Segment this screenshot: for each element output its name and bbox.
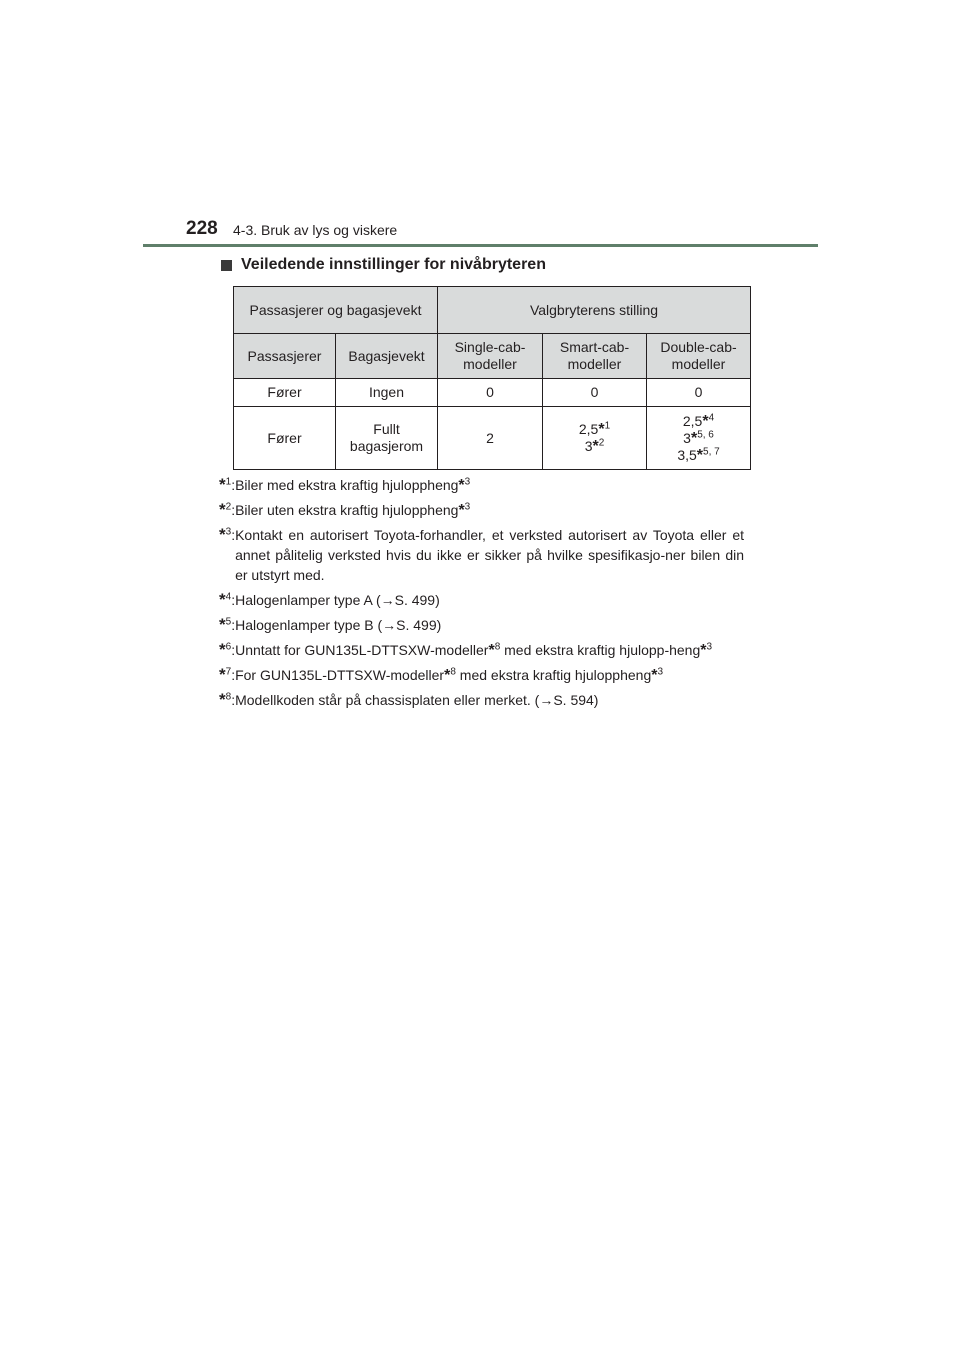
footnote-5: *$^5$: Halogenlamper type B (→S. 499) — [219, 615, 442, 634]
level-switch-table — [233, 286, 751, 470]
header-double-cab: Double-cab-modeller — [647, 334, 751, 379]
header-smart-cab: Smart-cab-modeller — [543, 334, 647, 379]
cell-passengers: Fører — [234, 379, 336, 407]
value-line: 3*$^2$ — [584, 437, 605, 455]
table-row — [234, 379, 751, 407]
header-switch-position: Valgbryterens stilling — [438, 287, 751, 334]
section-title: Veiledende innstillinger for nivåbryteren — [241, 256, 546, 273]
table-header-row — [234, 287, 751, 334]
table-row — [234, 407, 751, 470]
header-luggage: Bagasjevekt — [336, 334, 438, 379]
chapter-title: 4-3. Bruk av lys og viskere — [233, 222, 398, 238]
cell-single-cab: 2 — [438, 407, 543, 470]
cell-passengers: Fører — [234, 407, 336, 470]
header-passengers: Passasjerer — [234, 334, 336, 379]
value-line: 3*$^{5, 6}$ — [683, 428, 714, 447]
cell-smart-cab — [543, 407, 647, 470]
header-divider — [143, 244, 818, 247]
footnote-6: *$^6$: Unntatt for GUN135L-DTTSXW-modeller*$^8$ med ekstra kraftig hjulopp-heng*$^3$ — [219, 640, 713, 659]
footnotes — [219, 475, 744, 715]
footnote-1: *$^1$: Biler med ekstra kraftig hjuloppheng*$^3$ — [219, 475, 471, 494]
header-load: Passasjerer og bagasjevekt — [234, 287, 438, 334]
cell-double-cab: 0 — [647, 379, 751, 407]
footnote-4: *$^4$: Halogenlamper type A (→S. 499) — [219, 590, 440, 609]
footnote-7: *$^7$: For GUN135L-DTTSXW-modeller*$^8$ med ekstra kraftig hjuloppheng*$^3$ — [219, 665, 664, 684]
value-line: 3,5*$^{5, 7}$ — [677, 445, 720, 464]
table-subheader-row — [234, 334, 751, 379]
header-single-cab: Single-cab-modeller — [438, 334, 543, 379]
value-line: 2,5*$^4$ — [682, 411, 715, 430]
square-bullet-icon — [221, 260, 232, 271]
footnote-8: *$^8$: Modellkoden står på chassisplaten eller merket. (→S. 594) — [219, 690, 599, 709]
cell-luggage: Fullt bagasjerom — [336, 407, 438, 470]
section-heading — [221, 256, 546, 274]
footnote-3: *$^3$: Kontakt en autorisert Toyota-forhandler, et verksted autorisert av Toyota eller et annet pålitelig verksted hvis du ikke er sikker på hvilke spesifikasjo-ner bilen din er utstyrt med. — [219, 525, 744, 583]
cell-double-cab — [647, 407, 751, 470]
page-number: 228 — [186, 218, 218, 239]
cell-luggage: Ingen — [336, 379, 438, 407]
cell-single-cab: 0 — [438, 379, 543, 407]
cell-smart-cab: 0 — [543, 379, 647, 407]
value-line: 2,5*$^1$ — [578, 420, 611, 438]
footnote-2: *$^2$: Biler uten ekstra kraftig hjuloppheng*$^3$ — [219, 500, 471, 519]
